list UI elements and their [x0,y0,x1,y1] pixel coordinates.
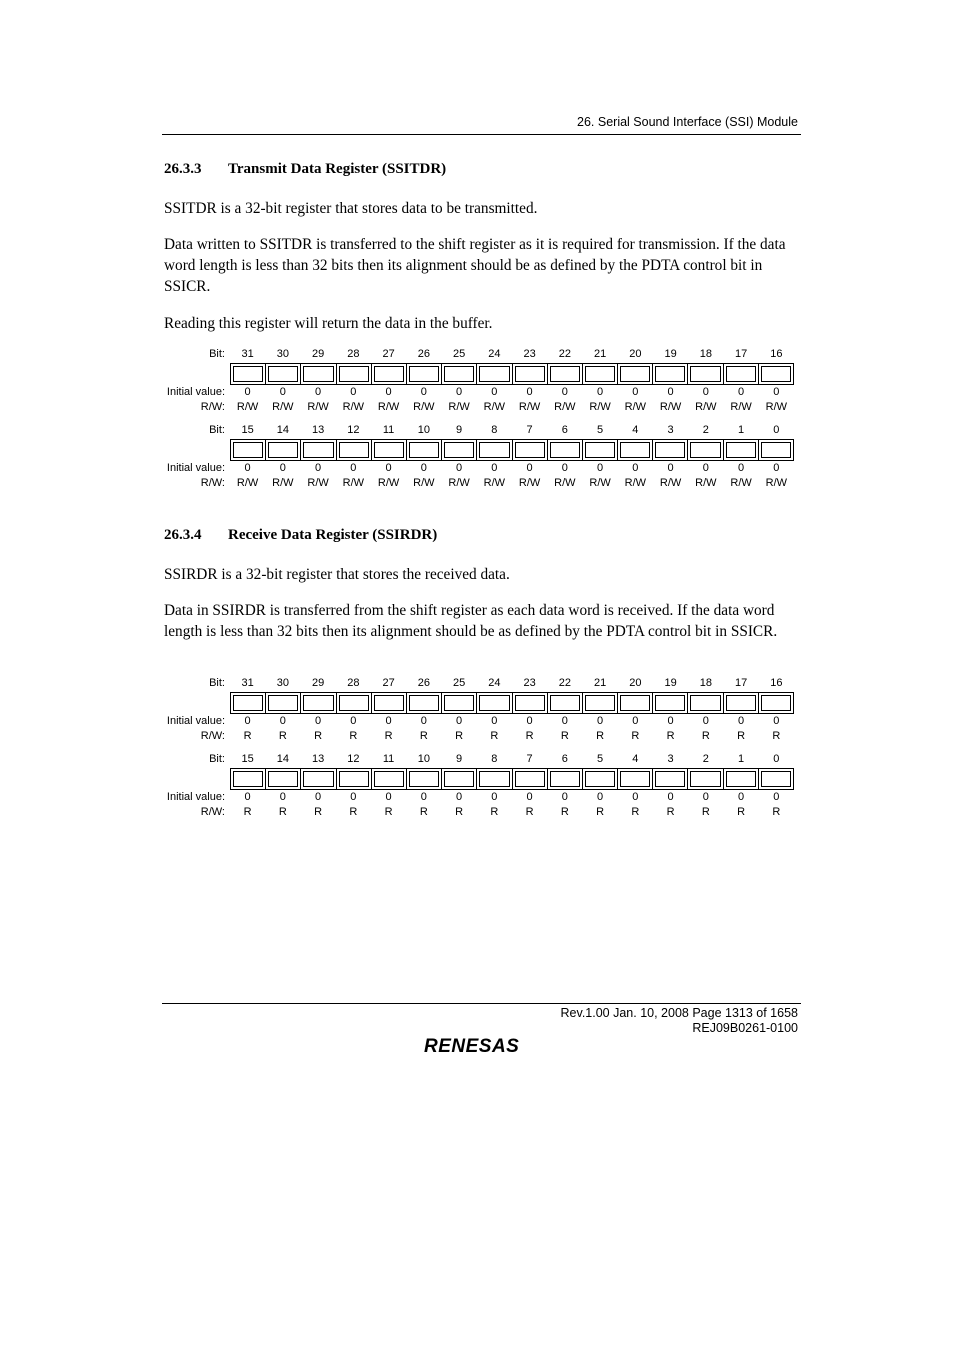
bit-number: 23 [523,348,536,360]
bit-number: 11 [382,424,395,436]
initial-value: 0 [738,462,745,474]
rw-value: R [490,806,499,818]
rw-label: R/W: [200,806,225,818]
section-heading-ssirdr [164,527,437,544]
rw-value: R/W [554,401,576,413]
rw-value: R/W [730,477,752,489]
initial-value: 0 [667,715,674,727]
rw-value: R [314,806,323,818]
bit-cell [618,364,653,384]
bit-number: 3 [667,424,674,436]
bit-cell [759,769,793,789]
renesas-logo [424,1033,542,1057]
initial-value: 0 [526,791,533,803]
paragraph: SSITDR is a 32-bit register that stores data to be transmitted. [164,200,538,217]
initial-value: 0 [738,386,745,398]
bit-cell [724,364,759,384]
bit-cell [513,364,548,384]
bit-number: 11 [382,753,395,765]
initial-value: 0 [773,715,780,727]
initial-value: 0 [420,386,427,398]
bit-number: 16 [770,348,783,360]
bit-number: 1 [738,424,745,436]
rw-value: R/W [448,401,470,413]
bit-number: 13 [311,424,325,436]
rw-value: R/W [448,477,470,489]
bit-cell [583,364,618,384]
initial-value: 0 [702,791,709,803]
rw-value: R/W [765,477,788,489]
bit-number: 30 [276,677,289,689]
rw-value: R/W [236,477,259,489]
bit-number: 7 [526,753,533,765]
initial-value: 0 [738,791,745,803]
bit-cell [477,364,512,384]
bit-cell [337,769,372,789]
bit-cell [231,440,266,460]
bit-cell [301,769,336,789]
initial-value: 0 [420,715,427,727]
rw-value: R [560,806,569,818]
bit-number: 18 [699,348,712,360]
initial-value: 0 [244,715,251,727]
bit-number: 29 [311,677,325,689]
bit-cell [583,440,618,460]
initial-value: 0 [491,791,498,803]
bit-cell [618,769,653,789]
rw-value: R [560,730,569,742]
rw-value: R [243,806,252,818]
bit-cell [653,364,688,384]
bit-cell [653,440,688,460]
bit-cell [688,693,723,713]
initial-value-label: Initial value: [166,715,225,727]
bit-cell [337,364,372,384]
bit-cell [372,364,407,384]
paragraph: Reading this register will return the data in the buffer. [164,315,493,332]
footer-revision: Rev.1.00 Jan. 10, 2008 Page 1313 of 1658 [560,1006,798,1020]
rw-value: R [701,730,710,742]
initial-value: 0 [244,462,251,474]
rw-value: R [384,806,393,818]
initial-value: 0 [702,386,709,398]
rw-value: R [701,806,710,818]
bit-number: 0 [773,424,780,436]
bit-cell [513,693,548,713]
initial-value: 0 [385,462,392,474]
rw-value: R/W [236,401,259,413]
initial-value: 0 [702,715,709,727]
rw-value: R/W [624,477,647,489]
rw-value: R/W [483,401,506,413]
bit-number: 22 [558,348,571,360]
bit-label: Bit: [209,753,225,765]
bit-cell [477,693,512,713]
rw-value: R [525,806,534,818]
bit-cell [442,440,477,460]
initial-value: 0 [561,791,568,803]
initial-value: 0 [315,791,322,803]
initial-value: 0 [350,386,357,398]
rw-value: R/W [307,401,329,413]
bit-cell [442,693,477,713]
bit-cell [266,364,301,384]
initial-value: 0 [738,715,745,727]
paragraph: SSIRDR is a 32-bit register that stores the received data. [164,566,510,583]
initial-value: 0 [456,791,463,803]
bit-number: 9 [456,753,463,765]
bit-cell [759,693,793,713]
rw-value: R [631,806,640,818]
bit-cell [688,440,723,460]
bit-number: 27 [382,677,395,689]
bit-number: 8 [491,753,498,765]
initial-value: 0 [667,386,674,398]
initial-value: 0 [526,715,533,727]
initial-value: 0 [385,386,392,398]
rw-value: R/W [518,477,541,489]
bit-number: 17 [734,677,748,689]
rw-value: R/W [659,401,682,413]
rw-value: R [243,730,252,742]
initial-value: 0 [561,715,568,727]
bit-number: 19 [664,677,677,689]
bit-number: 10 [417,424,430,436]
initial-value: 0 [315,462,322,474]
bit-number: 12 [347,753,360,765]
rw-label: R/W: [200,730,225,742]
bit-number: 17 [734,348,748,360]
initial-value: 0 [561,386,568,398]
initial-value: 0 [597,386,604,398]
logo-text: RENESAS [424,1036,520,1057]
bit-cell [442,364,477,384]
bit-cell [231,693,266,713]
initial-value: 0 [315,715,322,727]
bit-cell [548,440,583,460]
bit-label: Bit: [209,348,225,360]
rw-value: R/W [695,477,717,489]
bit-cell [724,693,759,713]
initial-value: 0 [667,791,674,803]
bit-number: 14 [276,753,289,765]
initial-value: 0 [456,386,463,398]
rw-value: R [349,730,358,742]
bit-number: 18 [699,677,712,689]
bit-number: 8 [491,424,498,436]
bit-label: Bit: [209,677,225,689]
initial-value: 0 [773,386,780,398]
initial-value: 0 [773,791,780,803]
rw-value: R/W [765,401,788,413]
rw-value: R [737,730,746,742]
bit-number: 10 [417,753,430,765]
initial-value: 0 [702,462,709,474]
paragraph: Data in SSIRDR is transferred from the shift register as each data word is received. If the data word length is less than 32 bits then its alignment should be as defined by the PDTA control bit in SSICR. [164,602,778,640]
rw-value: R/W [483,477,506,489]
initial-value: 0 [350,791,357,803]
bit-number: 26 [417,348,430,360]
initial-value: 0 [491,715,498,727]
bit-label: Bit: [209,424,225,436]
bit-number: 24 [488,677,501,689]
bit-number: 3 [667,753,674,765]
initial-value: 0 [632,791,639,803]
bit-number: 30 [276,348,289,360]
bit-cell [266,769,301,789]
rw-value: R [278,730,287,742]
running-header: 26. Serial Sound Interface (SSI) Module [577,115,798,129]
rw-value: R/W [342,477,365,489]
rw-value: R/W [589,401,611,413]
bit-cell [583,693,618,713]
initial-value: 0 [385,791,392,803]
initial-value: 0 [420,791,427,803]
initial-value: 0 [667,462,674,474]
bit-cell [372,440,407,460]
initial-value: 0 [279,462,286,474]
bit-field-boxes [230,439,794,461]
bit-number: 25 [452,348,466,360]
rw-value: R [772,806,781,818]
bit-number: 14 [276,424,289,436]
bit-cell [442,769,477,789]
bit-cell [548,769,583,789]
bit-cell [231,769,266,789]
rw-value: R/W [554,477,576,489]
bit-cell [688,364,723,384]
bit-number: 20 [629,677,642,689]
header-rule [162,134,801,135]
initial-value: 0 [632,715,639,727]
bit-field-boxes [230,768,794,790]
rw-value: R [419,806,428,818]
paragraph: Data written to SSITDR is transferred to the shift register as it is required for transmission. If the data word length is less than 32 bits then its alignment should be as defined by the PDTA control bit in SSICR. [164,236,786,295]
rw-value: R [666,730,675,742]
initial-value: 0 [315,386,322,398]
rw-value: R/W [342,401,365,413]
bit-cell [477,769,512,789]
bit-cell [548,364,583,384]
initial-value: 0 [526,462,533,474]
bit-cell [372,769,407,789]
bit-cell [583,769,618,789]
rw-value: R/W [272,401,294,413]
bit-number: 28 [347,348,360,360]
bit-number: 31 [241,677,254,689]
section-heading-ssitdr [164,161,446,178]
bit-cell [231,364,266,384]
bit-cell [548,693,583,713]
bit-cell [407,693,442,713]
initial-value: 0 [279,386,286,398]
rw-label: R/W: [200,477,225,489]
rw-value: R/W [624,401,647,413]
bit-cell [618,440,653,460]
initial-value: 0 [244,386,251,398]
rw-value: R/W [730,401,752,413]
bit-cell [759,440,793,460]
rw-value: R/W [518,401,541,413]
rw-value: R [490,730,499,742]
bit-number: 12 [347,424,360,436]
bit-cell [301,440,336,460]
rw-value: R [419,730,428,742]
bit-cell [266,693,301,713]
rw-value: R/W [589,477,611,489]
bit-number: 16 [770,677,783,689]
initial-value: 0 [773,462,780,474]
rw-value: R [349,806,358,818]
bit-field-boxes [230,363,794,385]
bit-cell [372,693,407,713]
rw-value: R [596,806,605,818]
bit-cell [407,440,442,460]
bit-number: 26 [417,677,430,689]
bit-cell [513,769,548,789]
rw-value: R [314,730,323,742]
initial-value: 0 [279,791,286,803]
bit-number: 4 [632,753,639,765]
bit-number: 9 [456,424,463,436]
bit-number: 6 [561,424,568,436]
rw-value: R [455,806,464,818]
initial-value-label: Initial value: [166,791,225,803]
bit-number: 21 [593,677,607,689]
initial-value: 0 [456,715,463,727]
bit-number: 25 [452,677,466,689]
bit-cell [407,364,442,384]
rw-value: R [384,730,393,742]
rw-value: R [596,730,605,742]
rw-value: R/W [695,401,717,413]
rw-value: R [737,806,746,818]
bit-cell [688,769,723,789]
section-number: 26.3.4 [164,527,202,543]
bit-number: 6 [561,753,568,765]
bit-number: 5 [597,753,604,765]
bit-number: 21 [593,348,607,360]
bit-number: 31 [241,348,254,360]
bit-number: 5 [597,424,604,436]
bit-cell [301,364,336,384]
bit-number: 0 [773,753,780,765]
rw-value: R/W [377,477,400,489]
rw-value: R/W [272,477,294,489]
initial-value: 0 [456,462,463,474]
bit-field-boxes [230,692,794,714]
section-title: Transmit Data Register (SSITDR) [228,161,447,177]
bit-cell [513,440,548,460]
bit-number: 2 [702,424,709,436]
footer-rule [162,1003,801,1004]
bit-cell [653,693,688,713]
bit-cell [266,440,301,460]
bit-number: 13 [311,753,325,765]
bit-cell [337,693,372,713]
initial-value: 0 [597,715,604,727]
initial-value: 0 [491,386,498,398]
rw-value: R/W [307,477,329,489]
footer-doc-id: REJ09B0261-0100 [692,1021,798,1035]
bit-number: 20 [629,348,642,360]
bit-cell [337,440,372,460]
bit-number: 27 [382,348,395,360]
rw-value: R [666,806,675,818]
bit-number: 4 [632,424,639,436]
section-number: 26.3.3 [164,161,202,177]
rw-value: R [631,730,640,742]
rw-value: R/W [413,477,435,489]
bit-cell [759,364,793,384]
rw-value: R/W [413,401,435,413]
rw-value: R/W [377,401,400,413]
bit-number: 24 [488,348,501,360]
initial-value-label: Initial value: [166,386,225,398]
bit-cell [301,693,336,713]
bit-cell [653,769,688,789]
bit-number: 28 [347,677,360,689]
section-title: Receive Data Register (SSIRDR) [228,527,438,543]
initial-value: 0 [244,791,251,803]
initial-value: 0 [350,462,357,474]
initial-value: 0 [632,386,639,398]
bit-number: 29 [311,348,325,360]
rw-value: R [455,730,464,742]
bit-number: 7 [526,424,533,436]
initial-value: 0 [597,462,604,474]
rw-label: R/W: [200,401,225,413]
bit-cell [477,440,512,460]
bit-number: 15 [241,753,254,765]
bit-number: 19 [664,348,677,360]
initial-value: 0 [420,462,427,474]
bit-cell [618,693,653,713]
initial-value-label: Initial value: [166,462,225,474]
initial-value: 0 [350,715,357,727]
bit-number: 22 [558,677,571,689]
bit-cell [724,769,759,789]
bit-number: 2 [702,753,709,765]
rw-value: R/W [659,477,682,489]
initial-value: 0 [385,715,392,727]
initial-value: 0 [279,715,286,727]
bit-number: 23 [523,677,536,689]
bit-cell [407,769,442,789]
bit-cell [724,440,759,460]
bit-number: 1 [738,753,745,765]
initial-value: 0 [632,462,639,474]
rw-value: R [525,730,534,742]
rw-value: R [772,730,781,742]
rw-value: R [278,806,287,818]
bit-number: 15 [241,424,254,436]
initial-value: 0 [597,791,604,803]
initial-value: 0 [561,462,568,474]
initial-value: 0 [491,462,498,474]
initial-value: 0 [526,386,533,398]
